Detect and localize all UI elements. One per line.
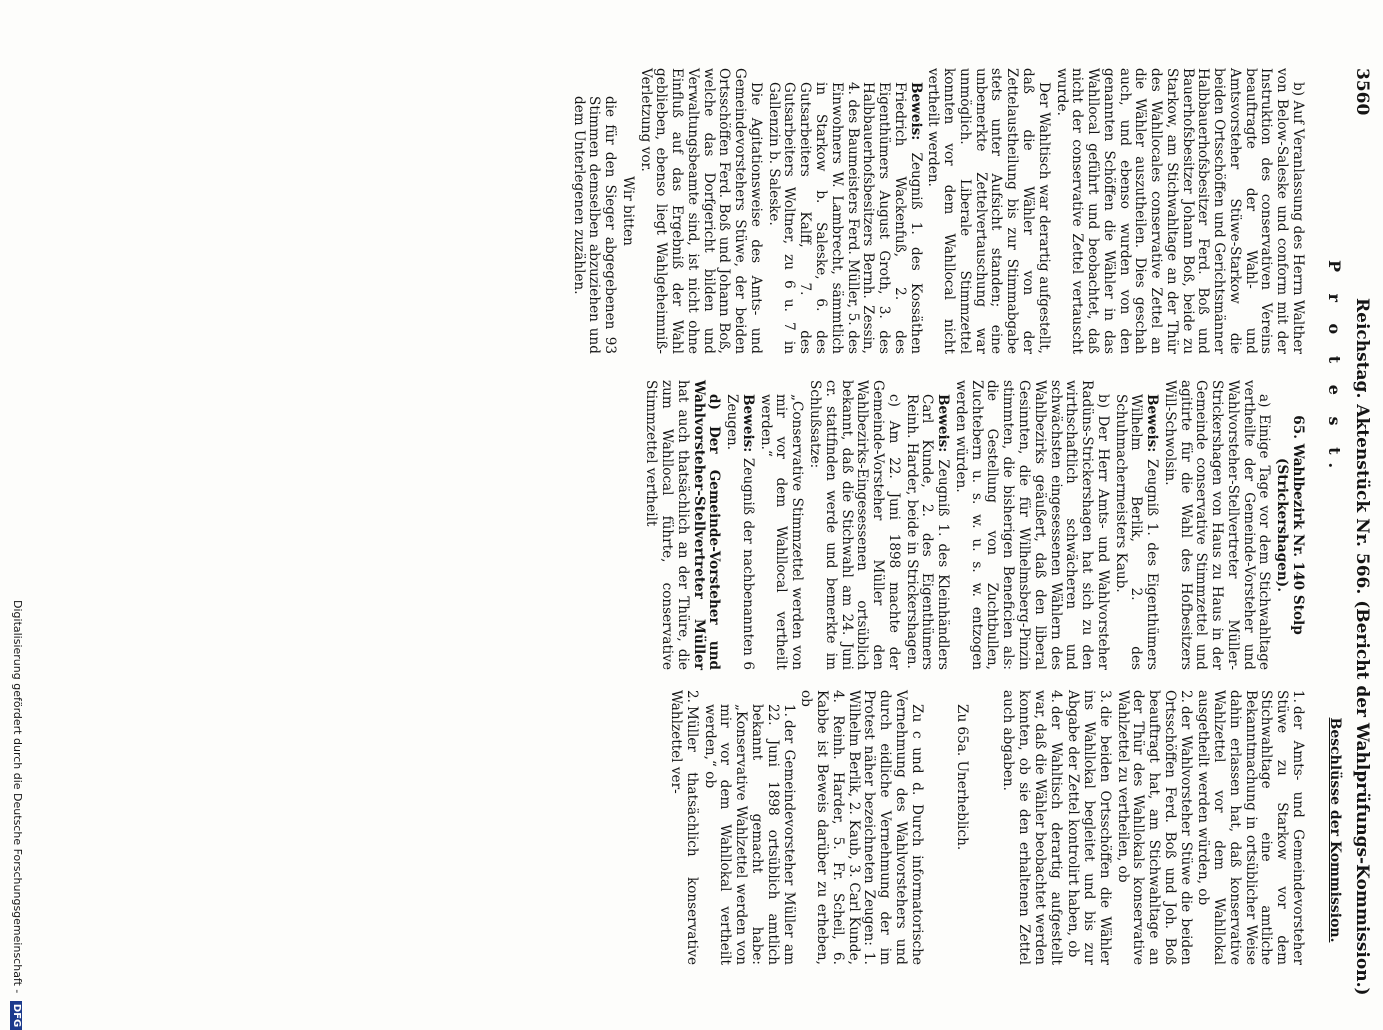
paragraph: c) Am 22. Juni 1898 machte der Gemeinde-Vorsteher Müller den Wahlbezirks-Eingesessenen ortsüblich bekannt, daß die Stichwahl am 24. Juni cr. stattfinden werde und bemerkte im Schlußsatze: (807, 380, 902, 670)
column-protest-2 (641, 380, 1305, 670)
page-header (1347, 68, 1372, 996)
paragraph: b) Der Herr Amts- und Wahlvorsteher Radüns-Strickershagen hat sich zu den wirthschaftlich schwächeren und schwächsten eingesessenen Wählern des Wahlbezirks geäußert, daß den liberal Gesinnten, die für Wilhelmsberg-Pinzin stimmten, die bisherigen Beneficien als: die Gestellung von Zuchtbullen, Zuchtebern u. s. w. u. s. w. entzogen werden würden. (952, 380, 1111, 670)
request-heading: Wir bitten (619, 176, 636, 246)
list-item: 1.der Gemeindevorsteher Müller am 22. Juni 1898 ortsüblich amtlich bekannt gemacht habe: „Konservative Wahlzettel werden von mir vor dem Wahllokal vertheilt werden,“ ob (701, 704, 797, 965)
footer-text: Digitalisierung gefördert durch die Deutsche Forschungsgemeinschaft - (11, 600, 24, 994)
column-decisions (665, 690, 1305, 965)
section-heading: 65. Wahlbezirk Nr. 140 Stolp (Strickershagen). (1274, 415, 1306, 635)
paragraph: b) Auf Veranlassung des Herrn Walther von Below-Saleske und conform mit der Instruktion des conservativen Vereins beauftragte der Wahl- und Amtsvorsteher Stüwe-Starkow die beiden Ortsschöffen und Gerichtsmänner Halbbauerhofsbesitzer Ferd. Boß und Bauerhofsbesitzer Johann Boß, beide zu Starkow, am Stichwahltage an der Thür des Wahllocales conservative Zettel an die Wähler auszutheilen. Dies geschah auch, und ebenso wurden von den genannten Schöffen die Wähler in das Wahllocal geführt und beobachtet, daß nicht der conservative Zettel vertauscht wurde. (1053, 68, 1306, 354)
digitization-note (10, 600, 23, 1030)
commission-title: Beschlüsse der Kommission. (1327, 717, 1343, 943)
list-item: 2.Müller thatsächlich konservative Wahlzettel ver- (668, 690, 700, 965)
paragraph: die für den Sieger abgegebenen 93 Stimmen demselben abzuziehen und dem Unterlegenen zuzählen. (570, 96, 619, 354)
evidence-text: Zeugniß der nachbenannten 6 Zeugen. (724, 394, 756, 670)
list-item: 2.der Wahlvorsteher Stüwe die beiden Ortsschöffen Ferd. Boß und Joh. Boß beauftragt hat, am Stichwahltage an der Thür des Wahllokals konservative Wahlzettel zu vertheilen, ob (1114, 690, 1194, 965)
column-protest-1 (568, 68, 1305, 354)
paragraph: Die Agitationsweise des Amts- und Gemeindevorstehers Stüwe, der beiden Ortsschöffen Ferd. Boß und Johann Boß, welche das Dorfgericht bilden und Verwaltungsbeamte sind, ist nicht ohne Einfluß auf das Ergebniß der Wahl geblieben, ebenso liegt Wahlgeheimniß-Verletzung vor. (637, 68, 764, 354)
evidence (1112, 394, 1159, 670)
bold-lead: d) Der Gemeinde-Vorsteher und Wahlvorsteher-Stellvertreter Müller (690, 380, 723, 670)
running-title: Reichstag. Aktenstück Nr. 566. (Bericht der Wahlprüfungs-Kommission.) (1352, 298, 1372, 996)
evidence (723, 394, 755, 670)
page-number: 3560 (1352, 68, 1372, 116)
evidence (765, 82, 923, 354)
paragraph: a) Einige Tage vor dem Stichwahltage vertheilte der Gemeinde-Vorsteher und Wahlvorsteher-Stellvertreter Müller-Strickershagen von Haus zu Haus in der Gemeinde conservative Stimmzettel und agitirte für die Wahl des Hofbesitzers Will-Schwolsin. (1161, 380, 1273, 670)
decision-cd: Zu c und d. Durch informatorische Vernehmung des Wahlvorstehers und durch eidliche Vernehmung der im Protest näher bezeichneten Zeugen: 1. Wilhelm Berlik, 2. Kaub, 3. Carl Kunde, 4. Reinh. Harder, 5. Fr. Scheil, 6. Kabbe ist Beweis darüber zu erheben, ob (798, 690, 925, 965)
evidence-label: Beweis: (935, 394, 952, 453)
evidence-label: Beweis: (1144, 394, 1161, 453)
paragraph-text: hat auch thatsächlich an der Thüre, die zum Wahllocal führte, conservative Stimmzettel vertheilt (643, 380, 691, 670)
list-item: 3.die beiden Ortsschöffen die Wähler ins Wahllokal begleitet und bis zur Abgabe der Zettel kontrolirt haben, ob (1065, 690, 1113, 965)
protest-title: P r o t e s t. (1325, 259, 1344, 477)
decision-65a: Zu 65a. Unerheblich. (954, 704, 971, 851)
evidence-text: Zeugniß 1. des Kleinhändlers Carl Kunde, 2. des Eigenthümers Reinh. Harder, beide in Strickershagen. (903, 394, 952, 671)
list-item: 4.der Wahltisch derartig aufgestellt war, daß die Wähler beobachtet werden konnten, ob sie den erhaltenen Zettel auch abgaben. (1000, 690, 1064, 965)
list-item: 1.der Amts- und Gemeindevorsteher Stüwe zu Starkow vor dem Stichwahltage eine amtliche Bekanntmachung in ortsüblicher Weise dahin erlassen hat, daß konservative Wahlzettel vor dem Wahllokal ausgetheilt werden würden, ob (1195, 690, 1306, 965)
paragraph: Der Wahltisch war derartig aufgestellt, daß die Wähler von der Zettelaustheilung bis zur Stimmabgabe stets unter Aufsicht standen; eine unbemerkte Zettelvertauschung war unmöglich. Liberale Stimmzettel konnten vor dem Wahllocal nicht vertheilt werden. (925, 68, 1052, 354)
evidence-label: Beweis: (739, 394, 756, 453)
evidence (903, 394, 950, 670)
paragraph (643, 380, 722, 670)
evidence-label: Beweis: (907, 82, 924, 141)
evidence-text: Zeugniß 1. des Eigenthümers Wilhelm Berlik, 2. des Schuhmachermeisters Kaub. (1112, 394, 1161, 670)
quote: „Conservative Stimmzettel werden von mir vor dem Wahllocal vertheilt werden.“ (757, 394, 806, 670)
evidence-text: Zeugniß 1. des Kossäthen Friedrich Wackenfuß, 2. des Eigenthümers August Groth, 3. des Halbbauerhofsbesitzers Bernh. Zessin, 4. des Baumeisters Ferd. Müller, 5. des Einwohners W. Lambrecht, sämmtlich in Starkow b. Saleske, 6. des Gutsarbeiters Kalff, 7. des Gutsarbeiters Woltner, zu 6 u. 7 in Gallenzin b. Saleske. (765, 82, 924, 354)
dfg-logo: DFG (10, 1001, 22, 1030)
